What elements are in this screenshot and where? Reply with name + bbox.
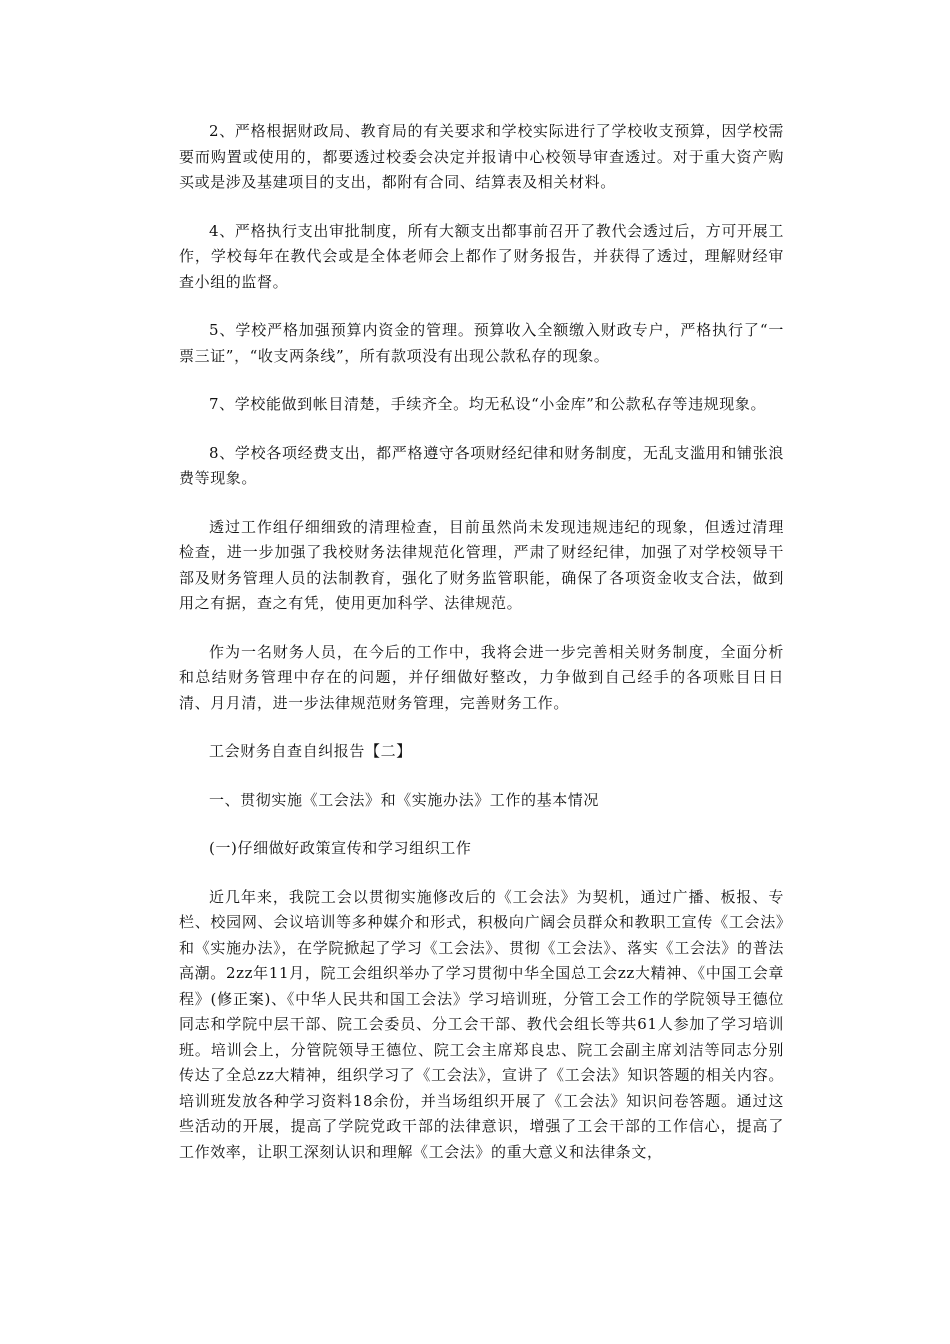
paragraph-item-7: 7、学校能做到帐目清楚，手续齐全。均无私设“小金库”和公款私存等违规现象。: [209, 395, 767, 413]
paragraph-personal-commitment: 作为一名财务人员，在今后的工作中，我将会进一步完善相关财务制度，全面分析和总结财务管理中存在的问题，并仔细做好整改，力争做到自己经手的各项账目日日清、月月清，进一步法律规范财务管理，完善财务工作。: [179, 642, 784, 712]
document-page: [179, 119, 784, 1165]
paragraph-inspection-summary: 透过工作组仔细细致的清理检查，目前虽然尚未发现违规违纪的现象，但透过清理检查，进一步加强了我校财务法律规范化管理，严肃了财经纪律，加强了对学校领导干部及财务管理人员的法制教育，强化了财务监管职能，确保了各项资金收支合法，做到用之有据，查之有凭，使用更加科学、法律规范。: [179, 517, 784, 612]
paragraph-item-4: 4、严格执行支出审批制度，所有大额支出都事前召开了教代会透过后，方可开展工作，学校每年在教代会或是全体老师会上都作了财务报告，并获得了透过，理解财经审查小组的监督。: [179, 221, 784, 291]
section-title: 工会财务自查自纠报告【二】: [209, 742, 412, 760]
body-paragraph: 近几年来，我院工会以贯彻实施修改后的《工会法》为契机，通过广播、板报、专栏、校园网、会议培训等多种媒介和形式，积极向广阔会员群众和教职工宣传《工会法》和《实施办法》，在学院掀起了学习《工会法》、贯彻《工会法》、落实《工会法》的普法高潮。2zz年11月，院工会组织举办了学习贯彻中华全国总工会zz大精神、《中国工会章程》(修正案)、《中华人民共和国工会法》学习培训班，分管工会工作的学院领导王德位同志和学院中层干部、院工会委员、分工会干部、教代会组长等共61人参加了学习培训班。培训会上，分管院领导王德位、院工会主席郑良忠、院工会副主席刘洁等同志分别传达了全总zz大精神，组织学习了《工会法》，宣讲了《工会法》知识答题的相关内容。培训班发放各种学习资料18余份，并当场组织开展了《工会法》知识问卷答题。通过这些活动的开展，提高了学院党政干部的法律意识，增强了工会干部的工作信心，提高了工作效率，让职工深刻认识和理解《工会法》的重大意义和法律条文，: [179, 887, 784, 1161]
paragraph-item-8: 8、学校各项经费支出，都严格遵守各项财经纪律和财务制度，无乱支滥用和铺张浪费等现象。: [179, 443, 784, 487]
heading-level-1: 一、贯彻实施《工会法》和《实施办法》工作的基本情况: [209, 790, 600, 809]
paragraph-item-5: 5、学校严格加强预算内资金的管理。预算收入全额缴入财政专户，严格执行了“一票三证”，“收支两条线”，所有款项没有出现公款私存的现象。: [179, 321, 784, 365]
heading-level-2: (一)仔细做好政策宣传和学习组织工作: [209, 839, 472, 857]
paragraph-item-2: 2、严格根据财政局、教育局的有关要求和学校实际进行了学校收支预算，因学校需要而购置或使用的，都要透过校委会决定并报请中心校领导审查透过。对于重大资产购买或是涉及基建项目的支出，都附有合同、结算表及相关材料。: [179, 122, 784, 191]
